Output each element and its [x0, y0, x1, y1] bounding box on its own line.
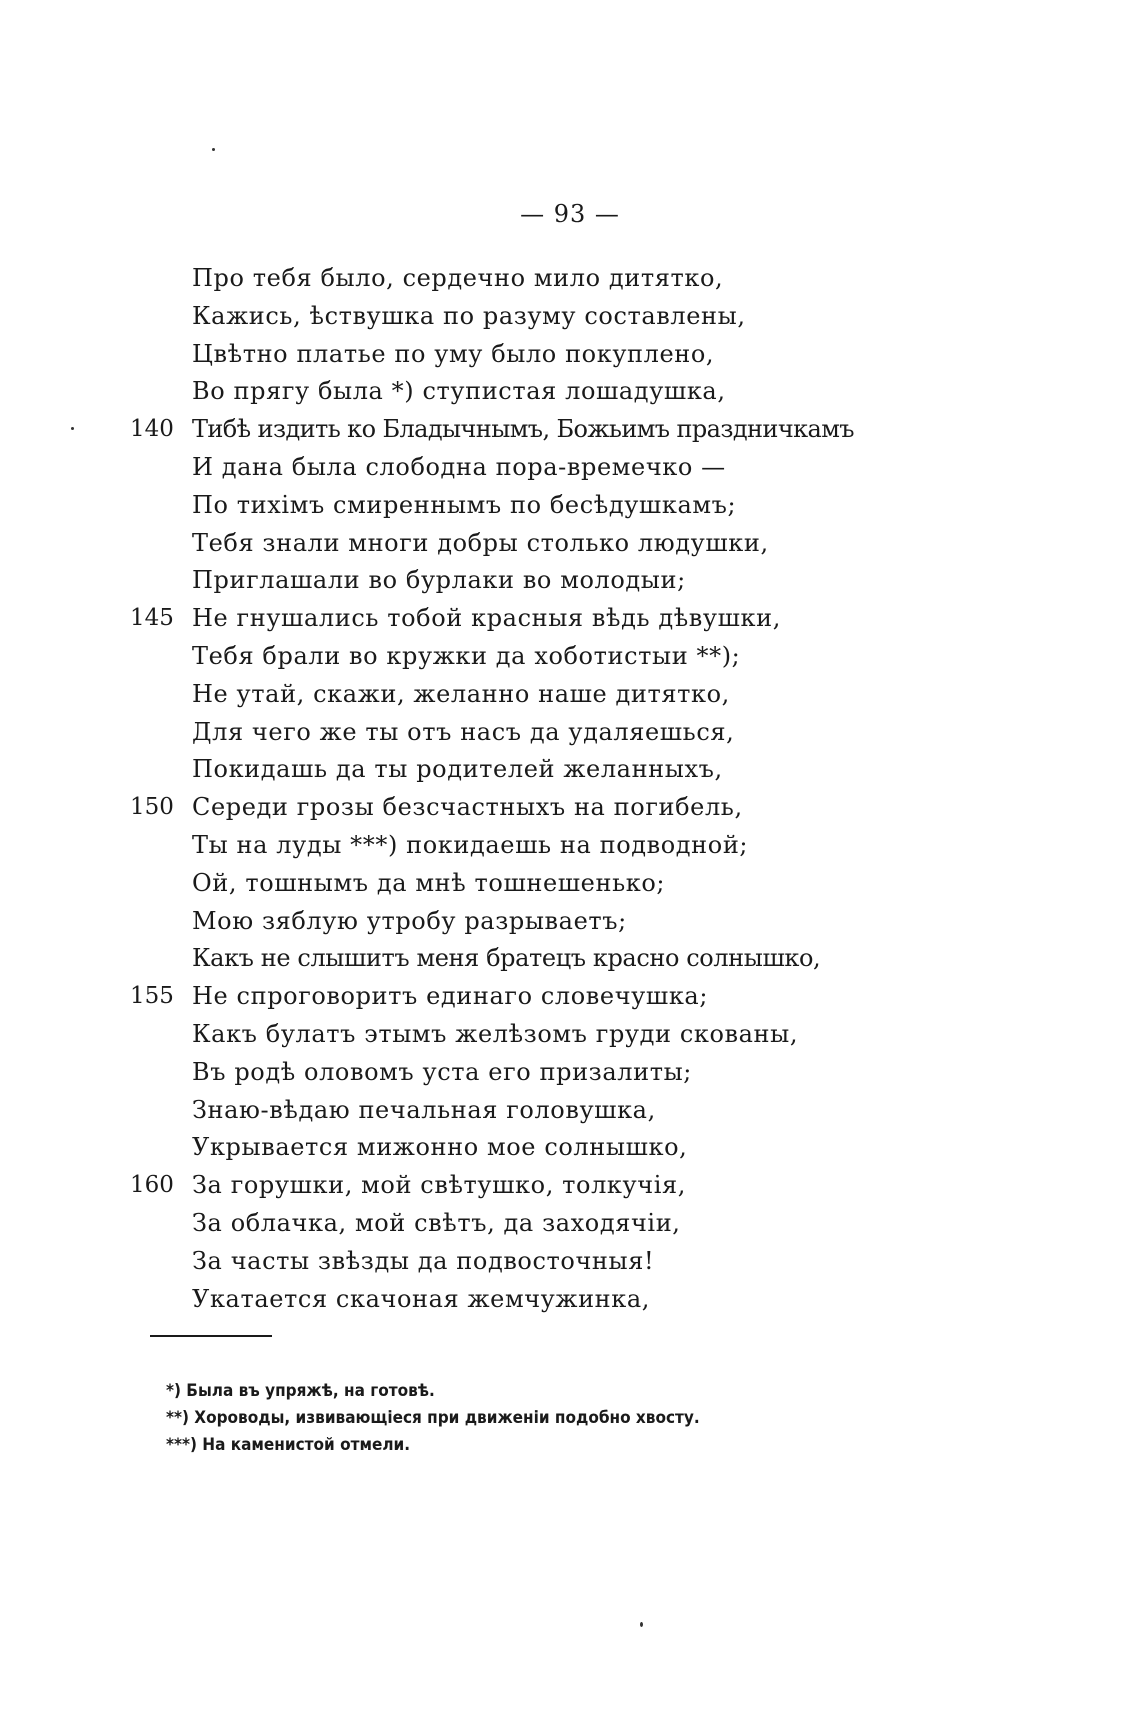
poem-line [130, 676, 980, 714]
poem-line [130, 487, 980, 525]
poem-line [130, 1167, 980, 1205]
line-number: 155 [130, 983, 174, 1010]
line-text: Укатается скачоная жемчужинка, [192, 1284, 651, 1313]
poem-line [130, 449, 980, 487]
poem-line [130, 903, 980, 941]
line-text: За горушки, мой свѣтушко, толкучія, [192, 1171, 686, 1200]
line-text: Середи грозы безсчастныхъ на погибель, [192, 793, 743, 822]
poem-line [130, 1054, 980, 1092]
scan-speck [71, 427, 74, 430]
line-text: Ты на луды ***) покидаешь на подводной; [192, 830, 749, 859]
line-text: Про тебя было, сердечно мило дитятко, [192, 264, 724, 292]
poem-line [130, 1243, 980, 1281]
poem-line [130, 789, 980, 827]
line-text: И дана была слободна пора-времечко — [192, 452, 726, 481]
footnote-divider [150, 1335, 272, 1337]
poem-line [130, 298, 980, 336]
footnote: ***) На каменистой отмели. [166, 1435, 411, 1455]
scan-speck [212, 148, 215, 151]
line-text: Кажись, ѣствушка по разуму составлены, [192, 301, 746, 330]
poem-text [130, 260, 980, 1318]
poem-line [130, 940, 980, 978]
poem-line [130, 1281, 980, 1319]
poem-line [130, 1092, 980, 1130]
line-text: Не утай, скажи, желанно наше дитятко, [192, 679, 730, 708]
poem-line [130, 600, 980, 638]
line-text: Тебя знали многи добры столько людушки, [192, 528, 769, 557]
line-text: Какъ булатъ этымъ желѣзомъ груди скованы, [192, 1019, 799, 1048]
line-text: За часты звѣзды да подвосточныя! [192, 1246, 655, 1275]
poem-line [130, 751, 980, 789]
poem-line [130, 562, 980, 600]
line-text: Въ родѣ оловомъ уста его призалиты; [192, 1057, 692, 1086]
line-text: Какъ не слышитъ меня братецъ красно солнышко, [192, 944, 821, 973]
page-number: — 93 — [520, 200, 620, 228]
line-text: Укрывается мижонно мое солнышко, [192, 1133, 688, 1162]
line-number: 140 [130, 416, 174, 443]
line-text: Во прягу была *) ступистая лошадушка, [192, 377, 726, 406]
line-text: По тихімъ смиреннымъ по бесѣдушкамъ; [192, 490, 737, 519]
poem-line [130, 827, 980, 865]
line-text: Покидашь да ты родителей желанныхъ, [192, 755, 723, 784]
line-text: Тибѣ издить ко Бладычнымъ, Божьимъ праздничкамъ [192, 415, 854, 444]
footnote: **) Хороводы, извивающіеся при движеніи подобно хвосту. [166, 1408, 700, 1428]
line-text: Приглашали во бурлаки во молодыи; [192, 566, 686, 595]
poem-line [130, 714, 980, 752]
line-number: 150 [130, 794, 174, 821]
line-text: Цвѣтно платье по уму было покуплено, [192, 339, 715, 368]
poem-line [130, 638, 980, 676]
poem-line [130, 260, 980, 298]
footnote: *) Была въ упряжѣ, на готовѣ. [166, 1381, 435, 1401]
poem-line [130, 373, 980, 411]
poem-line [130, 1205, 980, 1243]
poem-line [130, 411, 980, 449]
line-number: 160 [130, 1172, 174, 1199]
scan-speck [640, 1622, 643, 1627]
footnotes [166, 1378, 866, 1459]
line-text: За облачка, мой свѣтъ, да заходячіи, [192, 1208, 681, 1237]
line-text: Знаю-вѣдаю печальная головушка, [192, 1095, 656, 1124]
poem-line [130, 336, 980, 374]
line-number: 145 [130, 605, 174, 632]
line-text: Мою зяблую утробу разрываетъ; [192, 906, 627, 935]
poem-line [130, 525, 980, 563]
poem-line [130, 1129, 980, 1167]
line-text: Для чего же ты отъ насъ да удаляешься, [192, 717, 735, 746]
line-text: Тебя брали во кружки да хоботистыи **); [192, 641, 741, 670]
poem-line [130, 978, 980, 1016]
line-text: Не гнушались тобой красныя вѣдь дѣвушки, [192, 604, 781, 633]
line-text: Ой, тошнымъ да мнѣ тошнешенько; [192, 868, 666, 897]
line-text: Не спроговоритъ единаго словечушка; [192, 982, 709, 1011]
poem-line [130, 865, 980, 903]
poem-line [130, 1016, 980, 1054]
